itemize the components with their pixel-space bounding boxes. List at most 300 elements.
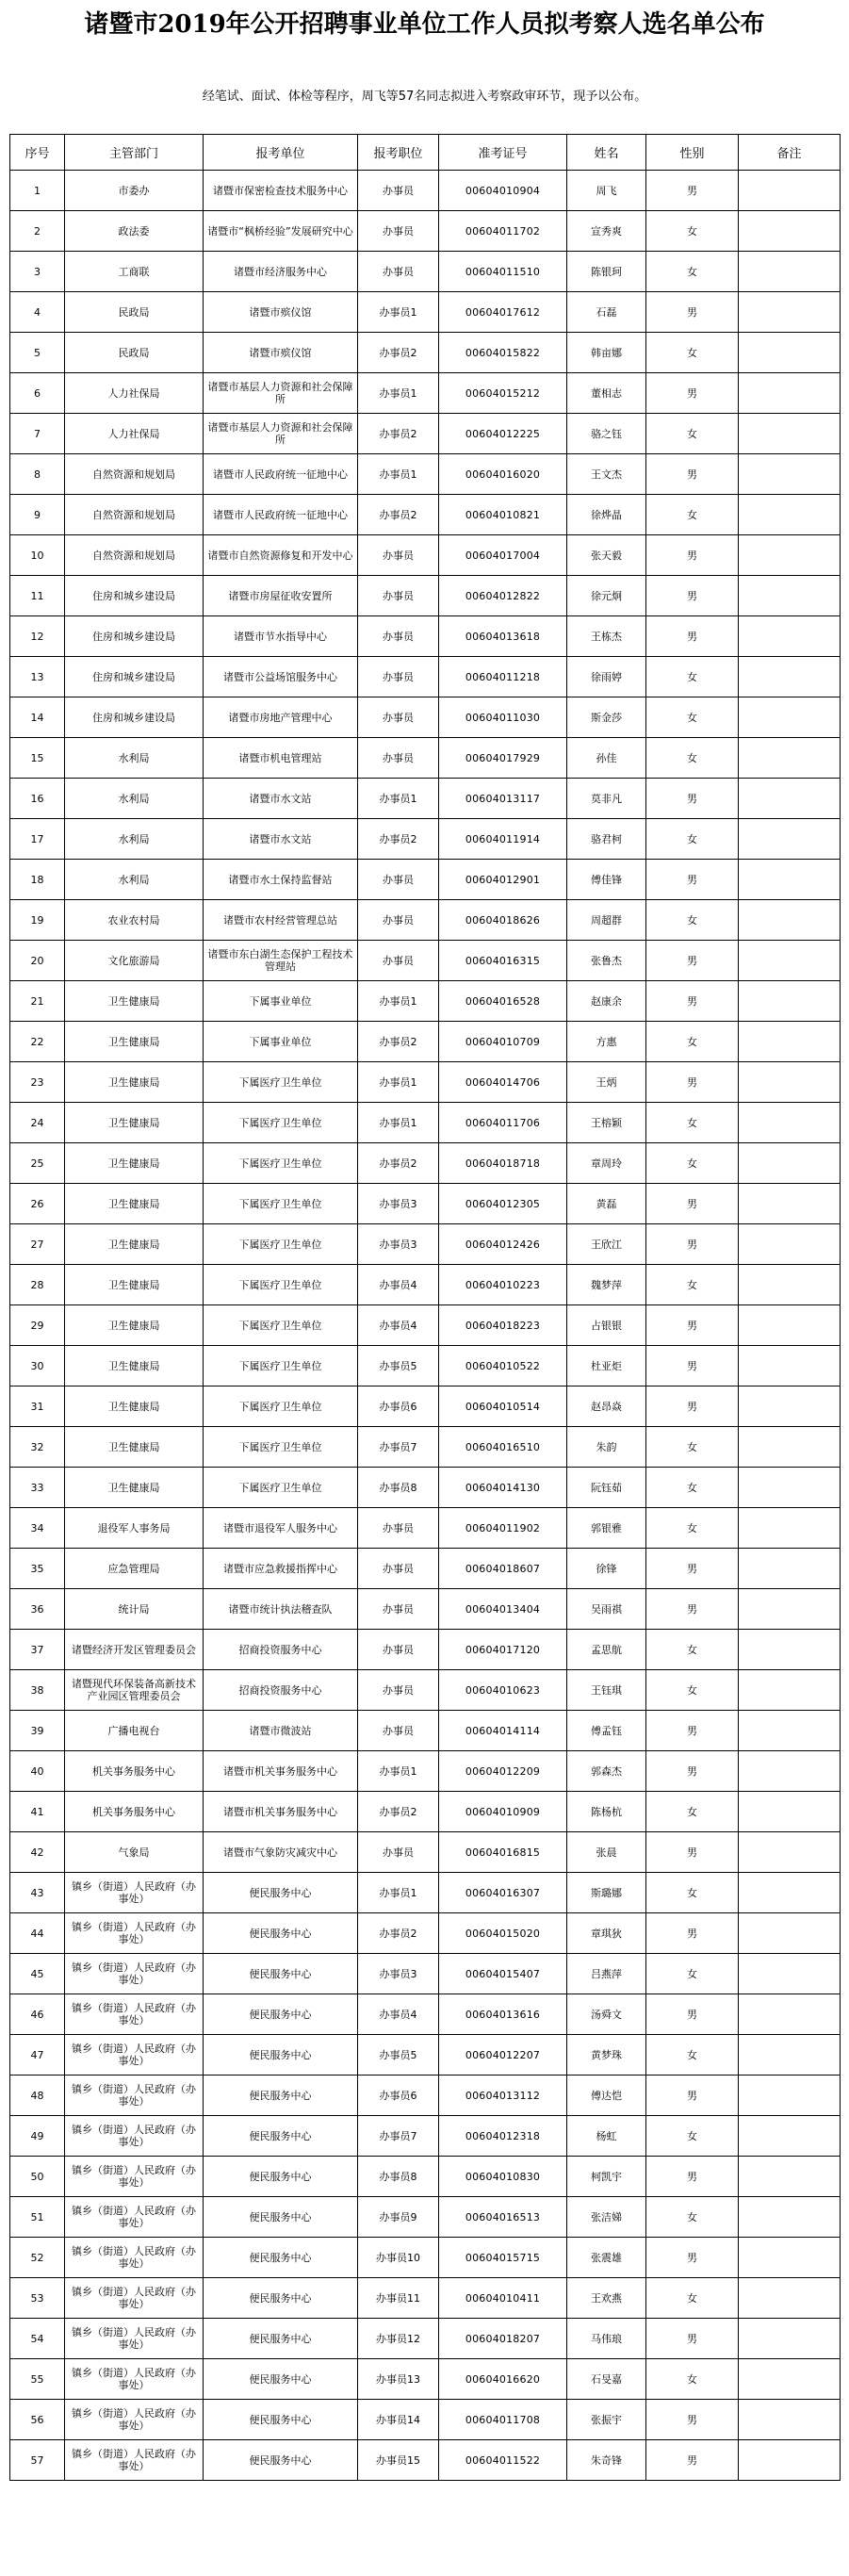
cell-note — [739, 373, 841, 414]
table-row — [10, 1346, 841, 1386]
cell-unit: 便民服务中心 — [204, 2359, 358, 2400]
cell-note — [739, 1751, 841, 1792]
cell-note — [739, 900, 841, 941]
cell-sex: 女 — [646, 2116, 739, 2157]
header-dept: 主管部门 — [65, 135, 204, 171]
cell-dept: 工商联 — [65, 252, 204, 292]
cell-seq: 11 — [10, 576, 65, 616]
cell-name: 王炳 — [567, 1062, 646, 1103]
cell-sex: 女 — [646, 1630, 739, 1670]
cell-dept: 镇乡（街道）人民政府（办事处） — [65, 2400, 204, 2440]
cell-dept: 应急管理局 — [65, 1549, 204, 1589]
cell-name: 占银银 — [567, 1305, 646, 1346]
cell-dept: 诸暨经济开发区管理委员会 — [65, 1630, 204, 1670]
cell-unit: 诸暨市机关事务服务中心 — [204, 1751, 358, 1792]
cell-name: 张鲁杰 — [567, 941, 646, 981]
cell-sex: 男 — [646, 1711, 739, 1751]
cell-position: 办事员11 — [358, 2278, 439, 2319]
cell-dept: 镇乡（街道）人民政府（办事处） — [65, 2440, 204, 2481]
cell-note — [739, 819, 841, 860]
cell-seq: 30 — [10, 1346, 65, 1386]
cell-sex: 男 — [646, 292, 739, 333]
cell-dept: 人力社保局 — [65, 414, 204, 454]
cell-name: 斯金莎 — [567, 697, 646, 738]
cell-exam-number: 00604016620 — [439, 2359, 567, 2400]
cell-unit: 便民服务中心 — [204, 2197, 358, 2238]
cell-position: 办事员15 — [358, 2440, 439, 2481]
cell-dept: 住房和城乡建设局 — [65, 616, 204, 657]
cell-seq: 8 — [10, 454, 65, 495]
cell-exam-number: 00604011706 — [439, 1103, 567, 1143]
cell-unit: 下属医疗卫生单位 — [204, 1143, 358, 1184]
cell-seq: 6 — [10, 373, 65, 414]
cell-unit: 招商投资服务中心 — [204, 1630, 358, 1670]
cell-position: 办事员4 — [358, 1305, 439, 1346]
cell-exam-number: 00604013616 — [439, 1994, 567, 2035]
cell-seq: 43 — [10, 1873, 65, 1913]
table-row — [10, 1305, 841, 1346]
cell-name: 周超群 — [567, 900, 646, 941]
cell-seq: 20 — [10, 941, 65, 981]
table-row — [10, 2076, 841, 2116]
cell-unit: 诸暨市微波站 — [204, 1711, 358, 1751]
table-row — [10, 414, 841, 454]
table-row — [10, 2400, 841, 2440]
header-sex: 性别 — [646, 135, 739, 171]
cell-exam-number: 00604010830 — [439, 2157, 567, 2197]
cell-sex: 女 — [646, 252, 739, 292]
cell-exam-number: 00604015822 — [439, 333, 567, 373]
cell-exam-number: 00604010223 — [439, 1265, 567, 1305]
cell-note — [739, 292, 841, 333]
cell-note — [739, 2319, 841, 2359]
cell-seq: 49 — [10, 2116, 65, 2157]
cell-unit: 诸暨市机电管理站 — [204, 738, 358, 779]
cell-dept: 卫生健康局 — [65, 1062, 204, 1103]
cell-note — [739, 2440, 841, 2481]
table-row — [10, 697, 841, 738]
cell-note — [739, 2076, 841, 2116]
cell-unit: 诸暨市农村经营管理总站 — [204, 900, 358, 941]
cell-name: 马伟琅 — [567, 2319, 646, 2359]
cell-unit: 便民服务中心 — [204, 2278, 358, 2319]
cell-sex: 女 — [646, 2278, 739, 2319]
table-row — [10, 779, 841, 819]
cell-unit: 诸暨市水土保持监督站 — [204, 860, 358, 900]
cell-unit: 诸暨市保密检查技术服务中心 — [204, 171, 358, 211]
cell-exam-number: 00604018223 — [439, 1305, 567, 1346]
cell-note — [739, 2278, 841, 2319]
cell-name: 王栋杰 — [567, 616, 646, 657]
cell-seq: 28 — [10, 1265, 65, 1305]
cell-exam-number: 00604011218 — [439, 657, 567, 697]
table-row — [10, 1751, 841, 1792]
table-row — [10, 2157, 841, 2197]
cell-unit: 便民服务中心 — [204, 2157, 358, 2197]
cell-dept: 卫生健康局 — [65, 1427, 204, 1468]
cell-note — [739, 1386, 841, 1427]
cell-position: 办事员8 — [358, 2157, 439, 2197]
cell-unit: 诸暨市殡仪馆 — [204, 333, 358, 373]
cell-seq: 36 — [10, 1589, 65, 1630]
cell-sex: 女 — [646, 211, 739, 252]
cell-unit: 诸暨市房地产管理中心 — [204, 697, 358, 738]
cell-name: 朱韵 — [567, 1427, 646, 1468]
cell-unit: 下属医疗卫生单位 — [204, 1305, 358, 1346]
cell-sex: 女 — [646, 1427, 739, 1468]
cell-note — [739, 1103, 841, 1143]
table-row — [10, 1143, 841, 1184]
table-row — [10, 373, 841, 414]
cell-name: 莫非凡 — [567, 779, 646, 819]
cell-note — [739, 738, 841, 779]
cell-position: 办事员2 — [358, 495, 439, 535]
table-row — [10, 1062, 841, 1103]
cell-name: 孟思航 — [567, 1630, 646, 1670]
table-row — [10, 1589, 841, 1630]
cell-seq: 45 — [10, 1954, 65, 1994]
cell-note — [739, 1913, 841, 1954]
cell-seq: 47 — [10, 2035, 65, 2076]
cell-sex: 男 — [646, 2157, 739, 2197]
cell-unit: 诸暨市机关事务服务中心 — [204, 1792, 358, 1832]
cell-unit: 诸暨市基层人力资源和社会保障所 — [204, 414, 358, 454]
cell-dept: 镇乡（街道）人民政府（办事处） — [65, 1994, 204, 2035]
cell-position: 办事员3 — [358, 1224, 439, 1265]
cell-dept: 水利局 — [65, 738, 204, 779]
cell-unit: 便民服务中心 — [204, 2440, 358, 2481]
cell-exam-number: 00604012318 — [439, 2116, 567, 2157]
cell-exam-number: 00604011702 — [439, 211, 567, 252]
cell-unit: 便民服务中心 — [204, 2400, 358, 2440]
cell-sex: 女 — [646, 414, 739, 454]
table-row — [10, 1386, 841, 1427]
cell-name: 赵昂焱 — [567, 1386, 646, 1427]
table-header-row — [10, 135, 841, 171]
cell-seq: 56 — [10, 2400, 65, 2440]
cell-seq: 40 — [10, 1751, 65, 1792]
cell-name: 王榕颖 — [567, 1103, 646, 1143]
header-position: 报考职位 — [358, 135, 439, 171]
cell-exam-number: 00604018626 — [439, 900, 567, 941]
header-seq: 序号 — [10, 135, 65, 171]
cell-unit: 下属医疗卫生单位 — [204, 1184, 358, 1224]
cell-seq: 34 — [10, 1508, 65, 1549]
cell-dept: 统计局 — [65, 1589, 204, 1630]
cell-sex: 男 — [646, 2076, 739, 2116]
cell-dept: 卫生健康局 — [65, 1184, 204, 1224]
cell-sex: 男 — [646, 171, 739, 211]
cell-unit: 下属医疗卫生单位 — [204, 1346, 358, 1386]
cell-exam-number: 00604017929 — [439, 738, 567, 779]
cell-seq: 48 — [10, 2076, 65, 2116]
table-row — [10, 1792, 841, 1832]
cell-exam-number: 00604017612 — [439, 292, 567, 333]
cell-unit: 诸暨市殡仪馆 — [204, 292, 358, 333]
cell-position: 办事员3 — [358, 1954, 439, 1994]
table-row — [10, 941, 841, 981]
cell-name: 周飞 — [567, 171, 646, 211]
table-row — [10, 900, 841, 941]
cell-dept: 镇乡（街道）人民政府（办事处） — [65, 2278, 204, 2319]
cell-position: 办事员1 — [358, 373, 439, 414]
cell-sex: 女 — [646, 1792, 739, 1832]
cell-name: 张洁娣 — [567, 2197, 646, 2238]
cell-sex: 女 — [646, 1022, 739, 1062]
cell-name: 王钰琪 — [567, 1670, 646, 1711]
cell-unit: 诸暨市应急救援指挥中心 — [204, 1549, 358, 1589]
cell-note — [739, 657, 841, 697]
cell-position: 办事员12 — [358, 2319, 439, 2359]
cell-unit: 便民服务中心 — [204, 2076, 358, 2116]
cell-unit: 便民服务中心 — [204, 2238, 358, 2278]
cell-position: 办事员1 — [358, 1873, 439, 1913]
cell-unit: 下属事业单位 — [204, 981, 358, 1022]
cell-note — [739, 1468, 841, 1508]
cell-note — [739, 2400, 841, 2440]
cell-name: 傅达恺 — [567, 2076, 646, 2116]
cell-dept: 农业农村局 — [65, 900, 204, 941]
cell-position: 办事员 — [358, 535, 439, 576]
cell-position: 办事员 — [358, 941, 439, 981]
table-body — [10, 171, 841, 2481]
cell-note — [739, 1711, 841, 1751]
cell-unit: 招商投资服务中心 — [204, 1670, 358, 1711]
table-row — [10, 1630, 841, 1670]
cell-dept: 机关事务服务中心 — [65, 1792, 204, 1832]
cell-exam-number: 00604016513 — [439, 2197, 567, 2238]
cell-dept: 卫生健康局 — [65, 1305, 204, 1346]
cell-name: 方惠 — [567, 1022, 646, 1062]
cell-position: 办事员4 — [358, 1994, 439, 2035]
cell-sex: 男 — [646, 1913, 739, 1954]
cell-unit: 诸暨市水文站 — [204, 819, 358, 860]
cell-sex: 女 — [646, 1103, 739, 1143]
cell-note — [739, 1832, 841, 1873]
cell-position: 办事员4 — [358, 1265, 439, 1305]
cell-position: 办事员 — [358, 616, 439, 657]
cell-position: 办事员5 — [358, 1346, 439, 1386]
table-row — [10, 1265, 841, 1305]
cell-name: 董相志 — [567, 373, 646, 414]
cell-exam-number: 00604016815 — [439, 1832, 567, 1873]
cell-dept: 文化旅游局 — [65, 941, 204, 981]
cell-name: 王欢燕 — [567, 2278, 646, 2319]
cell-position: 办事员 — [358, 1670, 439, 1711]
cell-dept: 卫生健康局 — [65, 981, 204, 1022]
cell-note — [739, 1670, 841, 1711]
cell-name: 郭森杰 — [567, 1751, 646, 1792]
cell-exam-number: 00604011708 — [439, 2400, 567, 2440]
table-row — [10, 819, 841, 860]
cell-unit: 诸暨市公益场馆服务中心 — [204, 657, 358, 697]
cell-name: 张震雄 — [567, 2238, 646, 2278]
table-row — [10, 860, 841, 900]
cell-note — [739, 2035, 841, 2076]
table-row — [10, 2035, 841, 2076]
cell-dept: 镇乡（街道）人民政府（办事处） — [65, 2238, 204, 2278]
table-row — [10, 1103, 841, 1143]
cell-position: 办事员2 — [358, 1913, 439, 1954]
cell-sex: 男 — [646, 2319, 739, 2359]
cell-sex: 女 — [646, 657, 739, 697]
cell-exam-number: 00604015407 — [439, 1954, 567, 1994]
cell-exam-number: 00604010522 — [439, 1346, 567, 1386]
cell-position: 办事员 — [358, 1589, 439, 1630]
cell-position: 办事员 — [358, 738, 439, 779]
cell-exam-number: 00604014114 — [439, 1711, 567, 1751]
table-row — [10, 1711, 841, 1751]
cell-sex: 女 — [646, 1143, 739, 1184]
cell-position: 办事员1 — [358, 779, 439, 819]
cell-exam-number: 00604013117 — [439, 779, 567, 819]
cell-seq: 54 — [10, 2319, 65, 2359]
cell-seq: 46 — [10, 1994, 65, 2035]
cell-position: 办事员 — [358, 252, 439, 292]
cell-dept: 自然资源和规划局 — [65, 495, 204, 535]
cell-exam-number: 00604018718 — [439, 1143, 567, 1184]
cell-name: 张天毅 — [567, 535, 646, 576]
cell-seq: 12 — [10, 616, 65, 657]
table-row — [10, 616, 841, 657]
cell-seq: 24 — [10, 1103, 65, 1143]
cell-seq: 39 — [10, 1711, 65, 1751]
table-row — [10, 1670, 841, 1711]
cell-sex: 男 — [646, 616, 739, 657]
cell-unit: 下属医疗卫生单位 — [204, 1062, 358, 1103]
cell-dept: 民政局 — [65, 333, 204, 373]
cell-note — [739, 1265, 841, 1305]
table-row — [10, 1994, 841, 2035]
cell-position: 办事员1 — [358, 981, 439, 1022]
cell-exam-number: 00604016315 — [439, 941, 567, 981]
cell-seq: 32 — [10, 1427, 65, 1468]
cell-exam-number: 00604011522 — [439, 2440, 567, 2481]
cell-note — [739, 1022, 841, 1062]
cell-dept: 镇乡（街道）人民政府（办事处） — [65, 1873, 204, 1913]
cell-unit: 便民服务中心 — [204, 1913, 358, 1954]
cell-note — [739, 535, 841, 576]
cell-sex: 女 — [646, 1873, 739, 1913]
cell-dept: 镇乡（街道）人民政府（办事处） — [65, 2076, 204, 2116]
cell-seq: 53 — [10, 2278, 65, 2319]
table-row — [10, 1022, 841, 1062]
cell-note — [739, 1994, 841, 2035]
cell-seq: 10 — [10, 535, 65, 576]
table-row — [10, 2116, 841, 2157]
cell-note — [739, 1508, 841, 1549]
cell-note — [739, 252, 841, 292]
cell-sex: 女 — [646, 1954, 739, 1994]
cell-note — [739, 576, 841, 616]
table-row — [10, 171, 841, 211]
cell-position: 办事员2 — [358, 333, 439, 373]
cell-exam-number: 00604010904 — [439, 171, 567, 211]
cell-name: 斯璐娜 — [567, 1873, 646, 1913]
table-row — [10, 1224, 841, 1265]
cell-note — [739, 1792, 841, 1832]
cell-dept: 卫生健康局 — [65, 1103, 204, 1143]
cell-note — [739, 2197, 841, 2238]
cell-dept: 住房和城乡建设局 — [65, 576, 204, 616]
cell-name: 吴雨祺 — [567, 1589, 646, 1630]
table-row — [10, 1549, 841, 1589]
cell-exam-number: 00604016020 — [439, 454, 567, 495]
cell-sex: 女 — [646, 2035, 739, 2076]
cell-sex: 女 — [646, 819, 739, 860]
table-row — [10, 1832, 841, 1873]
table-row — [10, 495, 841, 535]
table-row — [10, 2278, 841, 2319]
cell-seq: 15 — [10, 738, 65, 779]
cell-position: 办事员 — [358, 657, 439, 697]
table-row — [10, 1427, 841, 1468]
cell-note — [739, 1549, 841, 1589]
cell-dept: 水利局 — [65, 819, 204, 860]
cell-seq: 51 — [10, 2197, 65, 2238]
cell-name: 郭银雅 — [567, 1508, 646, 1549]
table-row — [10, 2197, 841, 2238]
table-row — [10, 1184, 841, 1224]
cell-name: 宣秀爽 — [567, 211, 646, 252]
cell-exam-number: 00604014706 — [439, 1062, 567, 1103]
cell-unit: 下属医疗卫生单位 — [204, 1265, 358, 1305]
table-row — [10, 1508, 841, 1549]
cell-name: 章周玲 — [567, 1143, 646, 1184]
cell-position: 办事员10 — [358, 2238, 439, 2278]
cell-exam-number: 00604012207 — [439, 2035, 567, 2076]
cell-note — [739, 616, 841, 657]
cell-seq: 29 — [10, 1305, 65, 1346]
cell-exam-number: 00604015020 — [439, 1913, 567, 1954]
cell-seq: 7 — [10, 414, 65, 454]
cell-name: 傅孟钰 — [567, 1711, 646, 1751]
cell-seq: 9 — [10, 495, 65, 535]
cell-unit: 便民服务中心 — [204, 2035, 358, 2076]
cell-name: 石旻嘉 — [567, 2359, 646, 2400]
cell-name: 徐元炯 — [567, 576, 646, 616]
cell-unit: 诸暨市经济服务中心 — [204, 252, 358, 292]
table-row — [10, 1468, 841, 1508]
cell-dept: 镇乡（街道）人民政府（办事处） — [65, 2116, 204, 2157]
cell-exam-number: 00604016528 — [439, 981, 567, 1022]
cell-seq: 16 — [10, 779, 65, 819]
cell-position: 办事员 — [358, 576, 439, 616]
cell-exam-number: 00604017120 — [439, 1630, 567, 1670]
cell-sex: 男 — [646, 1224, 739, 1265]
cell-name: 黄梦珠 — [567, 2035, 646, 2076]
cell-sex: 男 — [646, 454, 739, 495]
cell-name: 杨虹 — [567, 2116, 646, 2157]
cell-unit: 便民服务中心 — [204, 2319, 358, 2359]
cell-unit: 诸暨市节水指导中心 — [204, 616, 358, 657]
cell-sex: 女 — [646, 2197, 739, 2238]
cell-name: 吕燕萍 — [567, 1954, 646, 1994]
table-row — [10, 2359, 841, 2400]
cell-sex: 女 — [646, 1468, 739, 1508]
cell-note — [739, 2238, 841, 2278]
cell-note — [739, 1305, 841, 1346]
cell-dept: 政法委 — [65, 211, 204, 252]
cell-sex: 男 — [646, 1832, 739, 1873]
cell-name: 章琪狄 — [567, 1913, 646, 1954]
cell-seq: 4 — [10, 292, 65, 333]
cell-note — [739, 454, 841, 495]
cell-exam-number: 00604010411 — [439, 2278, 567, 2319]
cell-seq: 38 — [10, 1670, 65, 1711]
table-row — [10, 1873, 841, 1913]
table-row — [10, 1954, 841, 1994]
